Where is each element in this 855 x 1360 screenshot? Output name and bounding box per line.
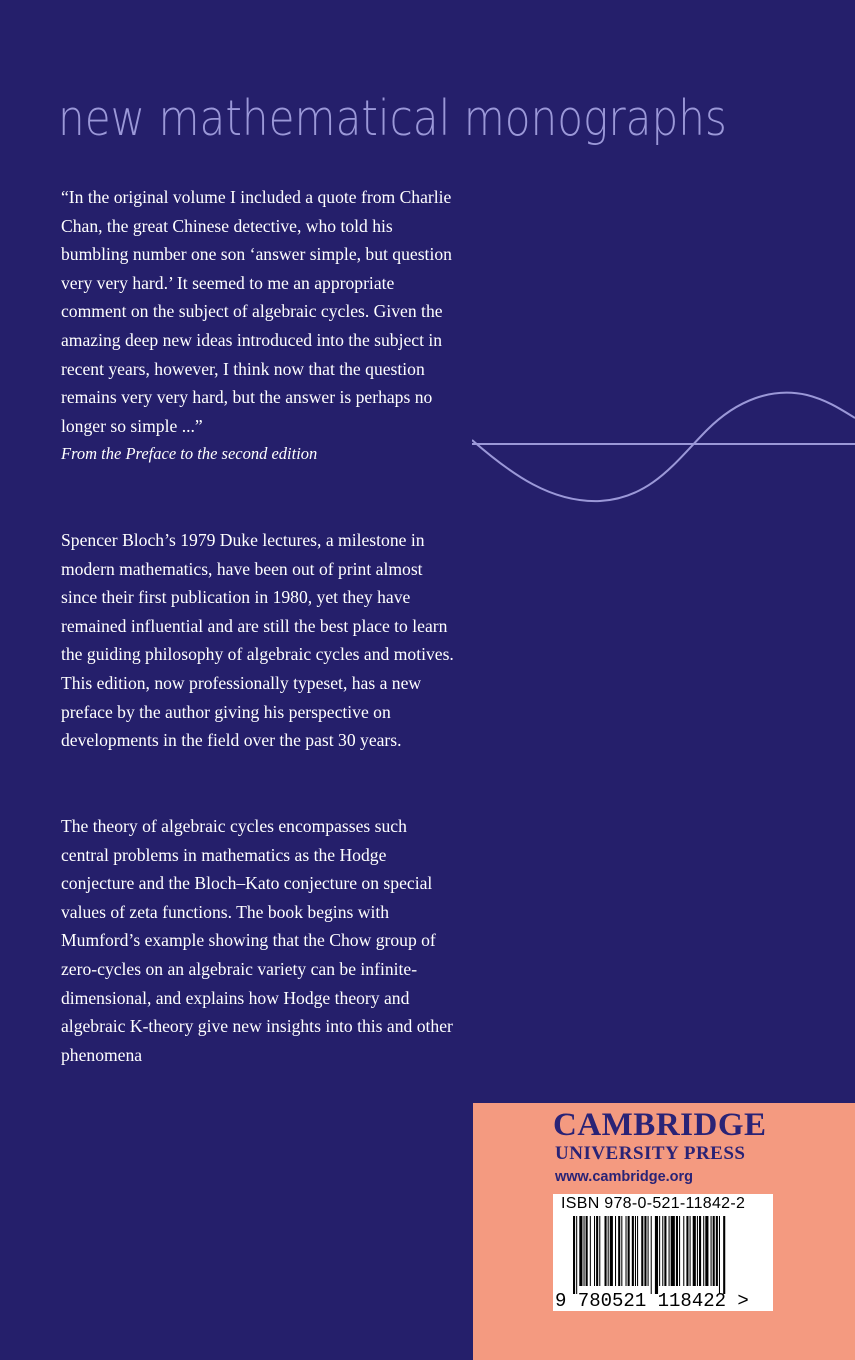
barcode-bar [719,1216,720,1294]
barcode-bar [632,1216,634,1286]
quote-text: “In the original volume I included a quote from Charlie Chan, the great Chinese detective, who told his bumbling number one son ‘answer simple, but question very very hard.’ It seemed to me an appropriate comment on the subject of algebraic cycles. Given the amazing deep new ideas introduced into the subject in recent years, however, I think now that the question remains very very hard, but the answer is perhaps no longer so simple ...” [61,187,452,436]
barcode-bar [644,1216,646,1286]
barcode-bar [605,1216,607,1286]
barcode-bar [716,1216,718,1286]
barcode-bar [693,1216,696,1286]
barcode-bar [690,1216,691,1286]
preface-quote [61,183,456,469]
barcode-bar [579,1216,582,1286]
barcode-bar [723,1216,725,1294]
barcode-digits: 9 780521 118422 > [555,1290,749,1311]
barcode-bar [641,1216,643,1286]
barcode-bar [590,1216,591,1286]
publisher-url: www.cambridge.org [555,1169,694,1185]
barcode-bar [664,1216,666,1286]
publisher-name: CAMBRIDGE [553,1107,767,1143]
barcode-bar [711,1216,712,1286]
description-paragraph-2 [61,812,456,1069]
barcode-bar [686,1216,688,1286]
barcode-bar [703,1216,704,1286]
barcode-bar [573,1216,575,1294]
barcode-bar [637,1216,638,1286]
barcode-bar [618,1216,620,1286]
sine-wave-graphic [472,385,855,510]
isbn-label: ISBN 978-0-521-11842-2 [561,1195,746,1212]
quote-source: From the Preface to the second edition [61,444,318,464]
barcode-bar [669,1216,670,1286]
barcode-bar [705,1216,708,1286]
barcode-bar [655,1216,658,1294]
isbn-barcode [553,1194,773,1311]
barcode-bar [584,1216,585,1286]
barcode-bar [615,1216,616,1286]
barcode-bar [621,1216,622,1286]
barcode-bar [608,1216,609,1286]
barcode-bar [576,1216,577,1294]
description-text-1: Spencer Bloch’s 1979 Duke lectures, a milestone in modern mathematics, have been out of print almost since their first publication in 1980, yet they have remained influential and are still the best place to learn the guiding philosophy of algebraic cycles and motives. This edition, now professionally typeset, has a new preface by the author giving his perspective on developments in the field over the past 30 years. [61,530,454,751]
barcode-bar [610,1216,613,1286]
barcode-bar [671,1216,675,1286]
wave-curve [472,393,855,501]
barcode-bar [648,1216,649,1286]
barcode-bar [662,1216,663,1286]
barcode-bar [713,1216,715,1286]
description-paragraph-1 [61,526,456,755]
barcode-bar [599,1216,600,1286]
barcode-bar [683,1216,684,1286]
barcode-bar [596,1216,598,1286]
barcode-bar [697,1216,698,1286]
barcode-bar [659,1216,660,1286]
barcode-bar [594,1216,595,1286]
barcode-bar [676,1216,678,1286]
barcode-bar [699,1216,701,1286]
barcode-bar [651,1216,652,1294]
publisher-box [473,1103,855,1360]
barcode-bar [679,1216,680,1286]
description-text-2: The theory of algebraic cycles encompasses such central problems in mathematics as the Hodge conjecture and the Bloch–Kato conjecture on special values of zeta functions. The book begins with Mumford’s example showing that the Chow group of zero-cycles on an algebraic variety can be infinite-dimensional, and explains how Hodge theory and algebraic K-theory give new insights into this and other phenomena [61,816,453,1065]
series-title: new mathematical monographs [58,90,727,147]
barcode-bar [626,1216,627,1286]
barcode-bar [628,1216,630,1286]
barcode-bar [586,1216,588,1286]
publisher-subname: UNIVERSITY PRESS [555,1143,746,1164]
barcode-bars [573,1216,725,1294]
barcode-bar [635,1216,636,1286]
